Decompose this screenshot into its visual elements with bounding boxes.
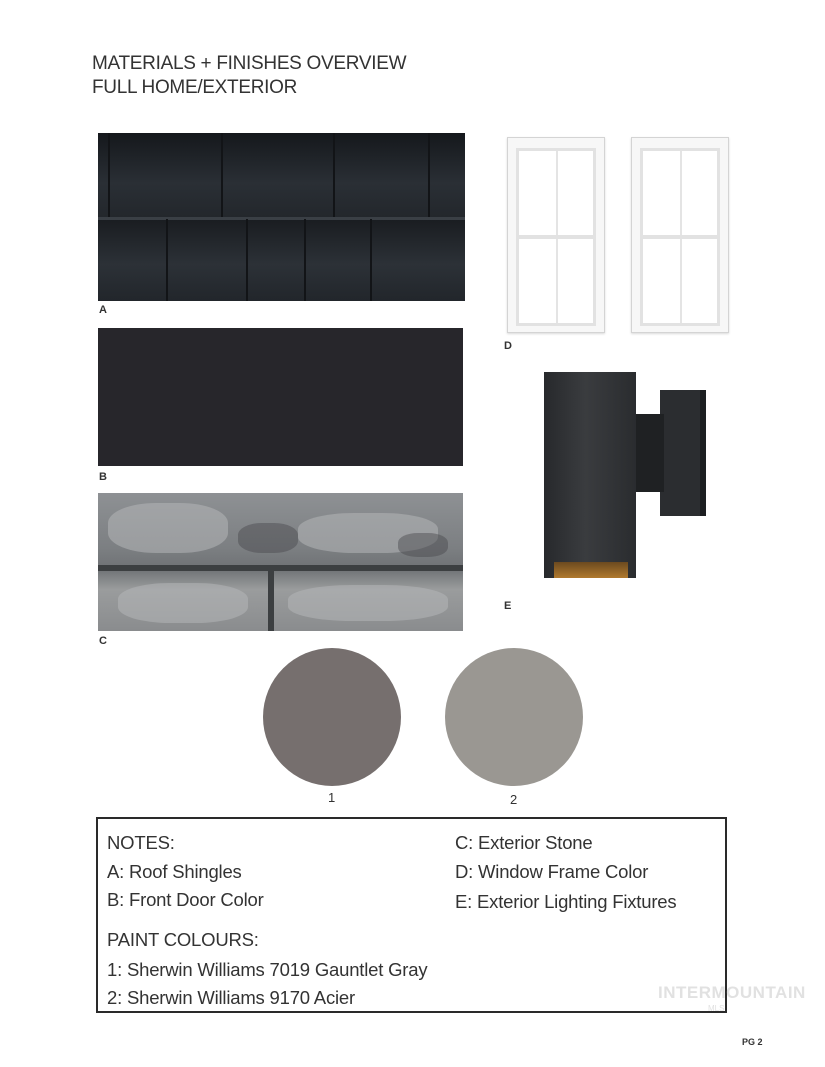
note-b: B: Front Door Color — [107, 889, 264, 910]
roof-shingles-image — [98, 133, 465, 301]
label-e: E — [504, 600, 512, 612]
paint-swatch-2-label: 2 — [510, 792, 518, 807]
paint-swatch-1-label: 1 — [328, 790, 336, 805]
label-a: A — [99, 304, 107, 316]
notes-box — [96, 817, 727, 1013]
paint-note-1: 1: Sherwin Williams 7019 Gauntlet Gray — [107, 959, 428, 980]
note-e: E: Exterior Lighting Fixtures — [455, 891, 677, 912]
note-c: C: Exterior Stone — [455, 832, 593, 853]
watermark-sub: MLS — [708, 1004, 725, 1013]
window-frame-image-left — [507, 137, 605, 333]
front-door-color-swatch — [98, 328, 463, 466]
exterior-stone-image — [98, 493, 463, 631]
note-a: A: Roof Shingles — [107, 861, 242, 882]
paint-colours-heading: PAINT COLOURS: — [107, 929, 259, 950]
title-line-2: FULL HOME/EXTERIOR — [92, 77, 298, 98]
exterior-light-fixture-image — [540, 368, 710, 583]
paint-note-2: 2: Sherwin Williams 9170 Acier — [107, 987, 355, 1008]
watermark-logo: INTERMOUNTAIN — [658, 983, 806, 1002]
label-b: B — [99, 471, 107, 483]
window-frame-image-right — [631, 137, 729, 333]
page-number: PG 2 — [742, 1037, 763, 1047]
notes-heading: NOTES: — [107, 832, 175, 853]
title-line-1: MATERIALS + FINISHES OVERVIEW — [92, 53, 407, 74]
note-d: D: Window Frame Color — [455, 861, 649, 882]
label-c: C — [99, 635, 107, 647]
paint-swatch-1 — [263, 648, 401, 786]
page-title — [92, 52, 406, 100]
paint-swatch-2 — [445, 648, 583, 786]
label-d: D — [504, 340, 512, 352]
